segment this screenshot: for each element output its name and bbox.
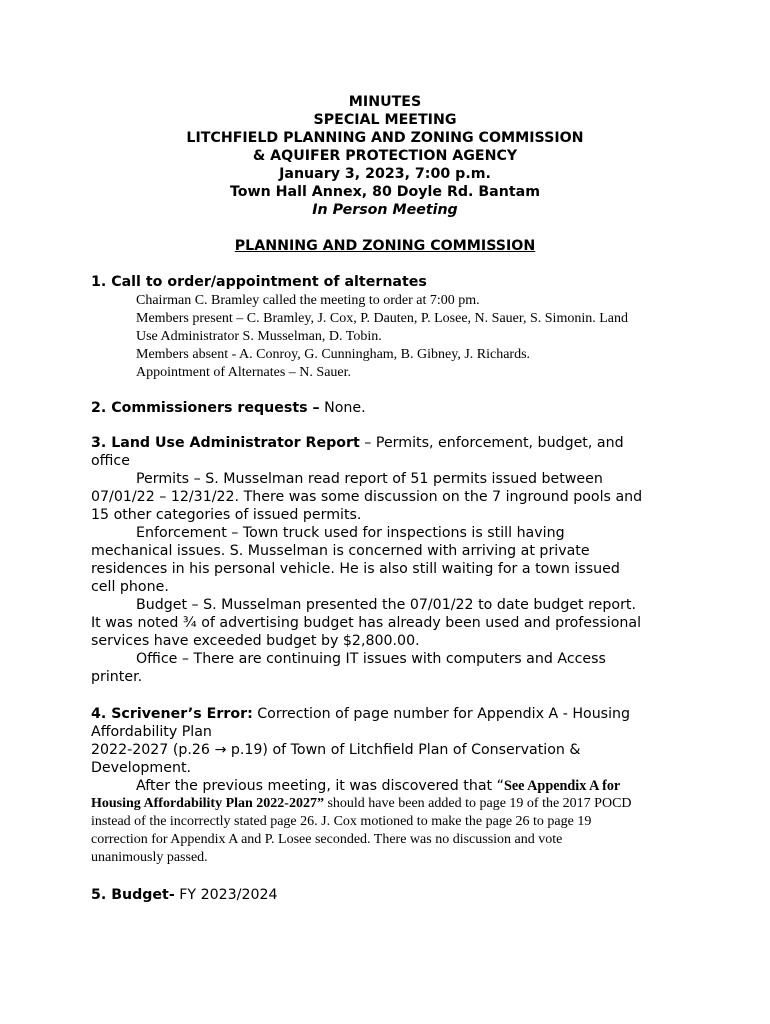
s3-paragraph [91, 434, 691, 686]
s3-line: mechanical issues. S. Musselman is concerned with arriving at private [91, 543, 590, 559]
s4-serif-bold: Housing Affordability Plan 2022-2027” [91, 796, 324, 811]
s2-paragraph [91, 399, 691, 417]
s5-text: FY 2023/2024 [174, 887, 278, 903]
s3-line: services have exceeded budget by $2,800.00. [91, 633, 420, 649]
s3-line: Office – There are continuing IT issues with computers and Access [136, 651, 606, 667]
s1-heading: 1. Call to order/appointment of alternates [91, 274, 427, 290]
header-meeting-type: In Person Meeting [312, 202, 458, 218]
s4-heading-rest: Correction of page number for Appendix A - Housing [252, 706, 631, 722]
s1-body [136, 292, 696, 382]
s1-line: Appointment of Alternates – N. Sauer. [136, 365, 352, 380]
s4-line: Affordability Plan [91, 724, 212, 740]
header-special-meeting: SPECIAL MEETING [313, 112, 457, 128]
s4-line: Development. [91, 760, 192, 776]
s4-line: 2022-2027 (p.26 → p.19) of Town of Litchfield Plan of Conservation & [91, 742, 581, 758]
s4-serif-line: instead of the incorrectly stated page 26. J. Cox motioned to make the page 26 to page 19 [91, 814, 592, 829]
s3-line: Enforcement – Town truck used for inspections is still having [136, 525, 565, 541]
header-commission: LITCHFIELD PLANNING AND ZONING COMMISSION [186, 130, 584, 146]
s3-line: printer. [91, 669, 143, 685]
s4-serif-rest: should have been added to page 19 of the 2017 POCD [323, 796, 632, 811]
s4-lead-bold: See Appendix A for [503, 778, 621, 794]
s4-paragraph [91, 705, 691, 777]
s4-lead: After the previous meeting, it was discovered that “ [136, 778, 504, 794]
header-agency: & AQUIFER PROTECTION AGENCY [252, 148, 518, 164]
s1-line: Use Administrator S. Musselman, D. Tobin. [136, 329, 382, 344]
s3-line: It was noted ¾ of advertising budget has already been used and professional [91, 615, 642, 631]
header-date: January 3, 2023, 7:00 p.m. [279, 166, 491, 182]
s5-heading: 5. Budget- [91, 887, 175, 903]
s3-line: 15 other categories of issued permits. [91, 507, 362, 523]
s3-line: residences in his personal vehicle. He is also still waiting for a town issued [91, 561, 620, 577]
header-location: Town Hall Annex, 80 Doyle Rd. Bantam [230, 184, 540, 200]
s4-heading: 4. Scrivener’s Error: [91, 706, 253, 722]
s4-serif-line: unanimously passed. [91, 850, 208, 865]
s5-paragraph [91, 886, 691, 904]
s1-line: Members present – C. Bramley, J. Cox, P. Dauten, P. Losee, N. Sauer, S. Simonin. Land [136, 311, 628, 326]
s3-line: cell phone. [91, 579, 169, 595]
s2-heading: 2. Commissioners requests – [91, 400, 320, 416]
meeting-header [0, 93, 770, 219]
s1-line: Members absent - A. Conroy, G. Cunningham, B. Gibney, J. Richards. [136, 347, 531, 362]
s2-text: None. [319, 400, 366, 416]
s3-heading-rest: – Permits, enforcement, budget, and [359, 435, 624, 451]
s4-serif-body [91, 795, 711, 867]
header-minutes: MINUTES [348, 94, 422, 110]
s4-serif-line: correction for Appendix A and P. Losee seconded. There was no discussion and vote [91, 832, 563, 847]
s3-line: 07/01/22 – 12/31/22. There was some discussion on the 7 inground pools and [91, 489, 643, 505]
section-title: PLANNING AND ZONING COMMISSION [234, 238, 536, 254]
s3-line: Permits – S. Musselman read report of 51 permits issued between [136, 471, 603, 487]
s1-line: Chairman C. Bramley called the meeting to order at 7:00 pm. [136, 293, 480, 308]
s3-line: office [91, 453, 130, 469]
s3-line: Budget – S. Musselman presented the 07/01/22 to date budget report. [136, 597, 636, 613]
s4-lead-line [136, 777, 620, 795]
s3-heading: 3. Land Use Administrator Report [91, 435, 360, 451]
